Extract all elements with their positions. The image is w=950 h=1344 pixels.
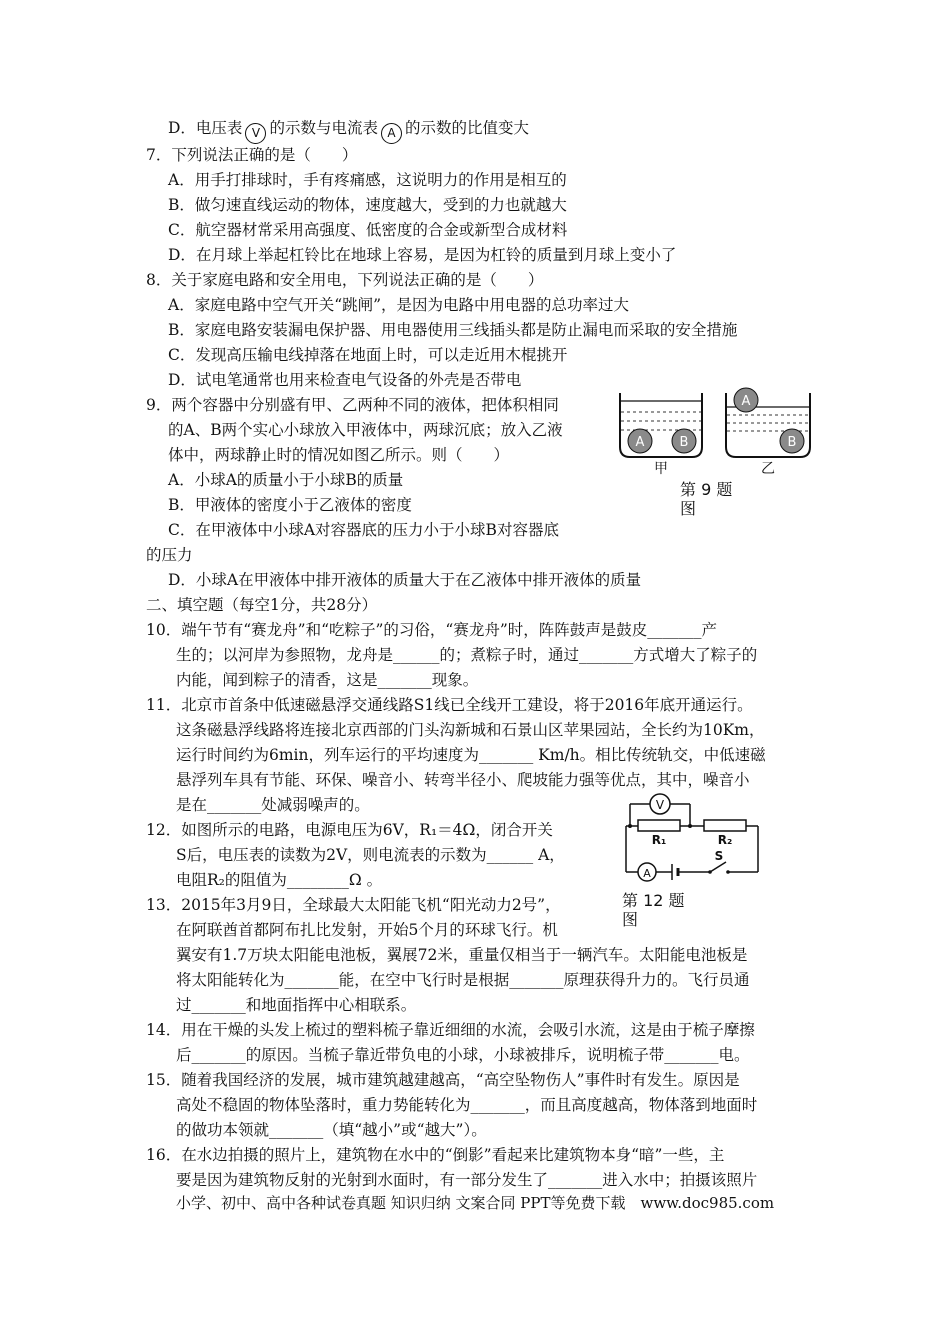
q16-line-2: 要是因为建筑物反射的光射到水面时，有一部分发生了_______进入水中；拍摄该照片 <box>176 1171 758 1189</box>
q9-figure-caption-2: 图 <box>680 499 697 518</box>
q15-line-3: 的做功本领就_______（填“越小”或“越大”）。 <box>176 1121 487 1139</box>
q16-line-1: 16．在水边拍摄的照片上，建筑物在水中的“倒影”看起来比建筑物本身“暗”一些，主 <box>146 1146 725 1164</box>
ball-b-jia-label: B <box>679 435 689 450</box>
q14-line-1: 14．用在干燥的头发上梳过的塑料梳子靠近细细的水流，会吸引水流，这是由于梳子摩擦 <box>146 1021 755 1039</box>
q10-line-3: 内能，闻到粽子的清香，这是_______现象。 <box>176 671 479 689</box>
q7-option-b: B．做匀速直线运动的物体，速度越大，受到的力也就越大 <box>168 196 567 214</box>
q9-stem-line-3: 体中，两球静止时的情况如图乙所示。则（ ） <box>168 446 510 464</box>
q7-stem: 7．下列说法正确的是（ ） <box>146 146 358 164</box>
q9-figure-caption-1: 第 9 题 <box>680 480 733 499</box>
q9-stem-line-2: 的A、B两个实心小球放入甲液体中，两球沉底；放入乙液 <box>168 421 563 439</box>
r2-label: R₂ <box>717 833 733 847</box>
voltmeter-label: V <box>655 798 665 812</box>
q10-line-1: 10．端午节有“赛龙舟”和“吃粽子”的习俗，“赛龙舟”时，阵阵鼓声是鼓皮_______产 <box>146 621 718 639</box>
q8-stem: 8．关于家庭电路和安全用电，下列说法正确的是（ ） <box>146 271 544 289</box>
q7-option-c: C．航空器材常采用高强度、低密度的合金或新型合成材料 <box>168 221 568 239</box>
label-jia: 甲 <box>654 461 668 477</box>
voltmeter-icon: V <box>245 123 266 144</box>
q9-figure <box>612 385 817 477</box>
q12-figure-caption-2: 图 <box>622 910 639 929</box>
page-footer: 小学、初中、高中各种试卷真题 知识归纳 文案合同 PPT等免费下载 www.doc985.com <box>176 1194 775 1212</box>
ammeter-label: A <box>643 867 651 880</box>
q6-option-d-text-c: 的示数的比值变大 <box>404 119 529 137</box>
q12-circuit-figure <box>616 790 766 885</box>
q13-line-4: 将太阳能转化为_______能，在空中飞行时是根据_______原理获得升力的。飞行员通 <box>176 971 750 989</box>
ammeter-icon: A <box>381 123 402 144</box>
q8-option-a: A．家庭电路中空气开关“跳闸”，是因为电路中用电器的总功率过大 <box>168 296 630 314</box>
section-2-heading: 二、填空题（每空1分，共28分） <box>146 596 378 614</box>
q11-line-1: 11．北京市首条中低速磁悬浮交通线路S1线已全线开工建设，将于2016年底开通运行。 <box>146 696 753 714</box>
q13-line-5: 过_______和地面指挥中心相联系。 <box>176 996 417 1014</box>
q15-line-2: 高处不稳固的物体坠落时，重力势能转化为_______，而且高度越高，物体落到地面时 <box>176 1096 758 1114</box>
q9-option-b: B．甲液体的密度小于乙液体的密度 <box>168 496 412 514</box>
container-yi <box>726 388 810 457</box>
ball-b-yi-label: B <box>787 435 797 450</box>
q11-line-3: 运行时间约为6min，列车运行的平均速度为_______ Km/h。相比传统轨交，中低速磁 <box>176 746 766 764</box>
q7-option-d: D．在月球上举起杠铃比在地球上容易，是因为杠铃的质量到月球上变小了 <box>168 246 677 264</box>
q9-option-c-cont: 的压力 <box>146 546 193 564</box>
q10-line-2: 生的；以河岸为参照物，龙舟是______的；煮粽子时，通过_______方式增大了粽子的 <box>176 646 758 664</box>
label-yi: 乙 <box>761 461 775 477</box>
q8-option-c: C．发现高压输电线掉落在地面上时，可以走近用木棍挑开 <box>168 346 568 364</box>
ball-a-jia-label: A <box>635 435 645 450</box>
q15-line-1: 15．随着我国经济的发展，城市建筑越建越高，“高空坠物伤人”事件时有发生。原因是 <box>146 1071 740 1089</box>
q6-option-d-text-a: D．电压表 <box>168 119 243 137</box>
q8-option-d: D．试电笔通常也用来检查电气设备的外壳是否带电 <box>168 371 522 389</box>
switch-label: S <box>714 849 724 863</box>
q12-line-2: S后，电压表的读数为2V，则电流表的示数为______ A， <box>176 846 565 864</box>
r1-label: R₁ <box>651 833 667 847</box>
q11-line-5: 是在_______处减弱噪声的。 <box>176 796 370 814</box>
q7-option-a: A．用手打排球时，手有疼痛感，这说明力的作用是相互的 <box>168 171 567 189</box>
container-jia <box>620 393 702 457</box>
q9-option-c: C．在甲液体中小球A对容器底的压力小于小球B对容器底 <box>168 521 559 539</box>
q12-line-1: 12．如图所示的电路，电源电压为6V，R₁＝4Ω，闭合开关 <box>146 821 553 839</box>
q8-option-b: B．家庭电路安装漏电保护器、用电器使用三线插头都是防止漏电而采取的安全措施 <box>168 321 738 339</box>
q9-option-a: A．小球A的质量小于小球B的质量 <box>168 471 404 489</box>
q12-line-3: 电阻R₂的阻值为________Ω 。 <box>176 871 383 889</box>
q6-option-d-text-b: 的示数与电流表 <box>269 119 378 137</box>
q12-figure-caption-1: 第 12 题 <box>622 891 685 910</box>
ball-a-yi-label: A <box>741 394 751 409</box>
q9-stem-line-1: 9．两个容器中分别盛有甲、乙两种不同的液体，把体积相同 <box>146 396 559 414</box>
q11-line-4: 悬浮列车具有节能、环保、噪音小、转弯半径小、爬坡能力强等优点，其中，噪音小 <box>176 771 750 789</box>
q13-line-3: 翼安有1.7万块太阳能电池板，翼展72米，重量仅相当于一辆汽车。太阳能电池板是 <box>176 946 748 964</box>
q13-line-2: 在阿联酋首都阿布扎比发射，开始5个月的环球飞行。机 <box>176 921 558 939</box>
q13-line-1: 13．2015年3月9日，全球最大太阳能飞机“阳光动力2号”， <box>146 896 561 914</box>
q9-option-d: D．小球A在甲液体中排开液体的质量大于在乙液体中排开液体的质量 <box>168 571 642 589</box>
q14-line-2: 后_______的原因。当梳子靠近带负电的小球，小球被排斥，说明梳子带_______电。 <box>176 1046 750 1064</box>
q11-line-2: 这条磁悬浮线路将连接北京西部的门头沟新城和石景山区苹果园站，全长约为10Km， <box>176 721 765 739</box>
q6-option-d <box>168 118 529 144</box>
